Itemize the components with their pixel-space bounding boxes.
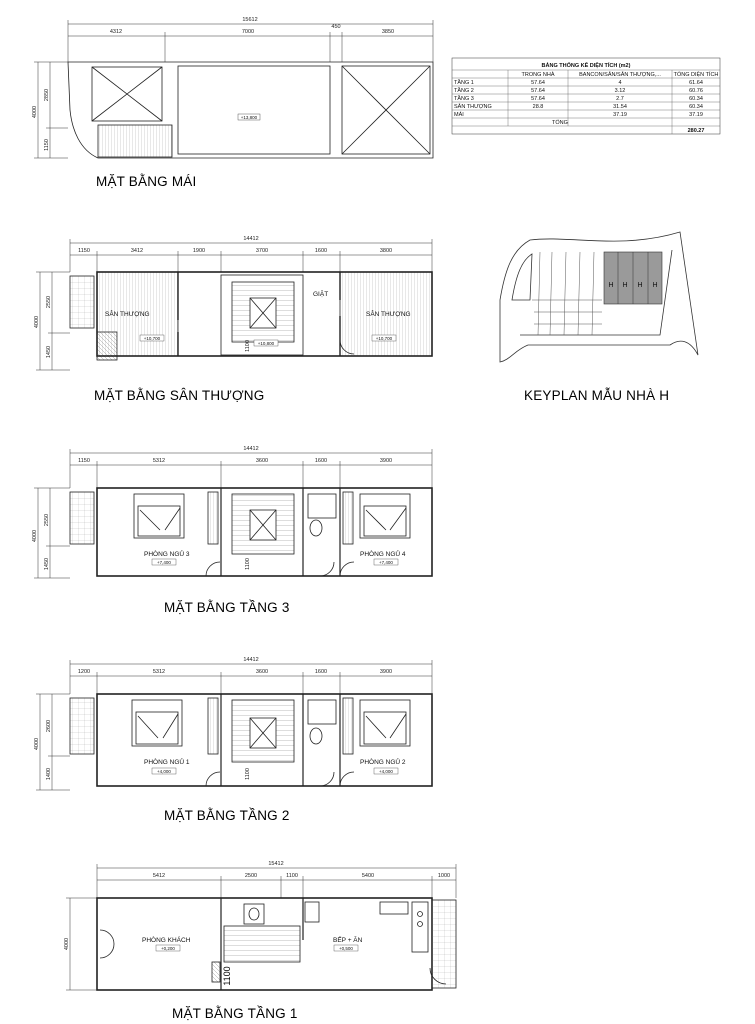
dim-overall: 14412 bbox=[243, 657, 259, 663]
dim-overall: 14412 bbox=[243, 236, 259, 242]
dim-left: 1400 bbox=[46, 767, 52, 781]
svg-text:2.7: 2.7 bbox=[616, 96, 624, 102]
dim-overall: 14412 bbox=[243, 446, 259, 452]
svg-text:3.12: 3.12 bbox=[614, 88, 626, 94]
dim-seg: 7000 bbox=[241, 29, 255, 35]
dim-seg: 3900 bbox=[379, 458, 393, 464]
table-title: BẢNG THỐNG KÊ DIỆN TÍCH (m2) bbox=[541, 63, 631, 69]
elevation-label: +4,000 bbox=[157, 769, 171, 774]
dim-seg: 1900 bbox=[192, 248, 206, 254]
svg-text:60.34: 60.34 bbox=[689, 104, 703, 110]
elevation-label: +4,000 bbox=[379, 769, 393, 774]
dim-left: 1450 bbox=[46, 345, 52, 359]
plan-title-tang1: MẶT BẰNG TẦNG 1 bbox=[172, 1006, 298, 1021]
dim-seg: 3900 bbox=[379, 669, 393, 675]
stair-dim: 1100 bbox=[222, 966, 232, 986]
dim-left: 2600 bbox=[46, 719, 52, 733]
room-label: SÂN THƯỢNG bbox=[105, 311, 150, 318]
plan-san-thuong bbox=[34, 236, 432, 403]
elevation-label: +10,700 bbox=[143, 336, 161, 341]
dim-seg: 1600 bbox=[314, 458, 328, 464]
plan-title-san-thuong: MẶT BẰNG SÂN THƯỢNG bbox=[94, 388, 265, 403]
dim-left: 4000 bbox=[34, 737, 40, 751]
dim-left: 4000 bbox=[64, 937, 70, 951]
elevation-label: +0,500 bbox=[339, 946, 353, 951]
dimension-left bbox=[36, 272, 70, 370]
stair-dim: 1100 bbox=[245, 340, 251, 352]
area-table bbox=[452, 58, 720, 134]
plan-tang1 bbox=[64, 861, 456, 1021]
svg-text:31.54: 31.54 bbox=[613, 104, 627, 110]
plan-title-mai: MẶT BẰNG MÁI bbox=[96, 174, 197, 189]
dim-left: 1450 bbox=[44, 557, 50, 571]
dimension-top bbox=[70, 449, 432, 488]
table-total-label: TỔNG bbox=[552, 120, 568, 126]
dim-seg: 5412 bbox=[152, 873, 166, 879]
dim-seg: 5400 bbox=[361, 873, 375, 879]
dim-seg: 3850 bbox=[381, 29, 395, 35]
room-label: PHÒNG NGỦ 2 bbox=[360, 759, 406, 766]
svg-text:37.19: 37.19 bbox=[689, 112, 703, 118]
room-label: BẾP + ĂN bbox=[333, 937, 363, 944]
dim-left: 2550 bbox=[46, 295, 52, 309]
dim-left: 2550 bbox=[44, 513, 50, 527]
table-header: TRONG NHÀ bbox=[521, 72, 555, 78]
roof-outline bbox=[68, 62, 433, 158]
room-label: PHÒNG NGỦ 3 bbox=[144, 551, 190, 558]
dim-seg: 2500 bbox=[244, 873, 258, 879]
dimension-top bbox=[97, 864, 456, 898]
dim-seg: 1600 bbox=[314, 669, 328, 675]
elevation-label: +7,400 bbox=[379, 560, 393, 565]
table-total-value: 280.27 bbox=[687, 128, 705, 134]
dim-seg: 5312 bbox=[152, 458, 166, 464]
svg-text:57.64: 57.64 bbox=[531, 96, 545, 102]
svg-text:MÁI: MÁI bbox=[454, 112, 464, 118]
room-label: PHÒNG NGỦ 4 bbox=[360, 551, 406, 558]
elevation-label: +0,200 bbox=[161, 946, 175, 951]
plan-mai bbox=[32, 17, 433, 189]
svg-text:60.76: 60.76 bbox=[689, 88, 703, 94]
svg-text:TẦNG 3: TẦNG 3 bbox=[454, 96, 474, 102]
plan-tang3 bbox=[32, 446, 432, 615]
svg-text:4: 4 bbox=[618, 80, 622, 86]
svg-text:57.64: 57.64 bbox=[531, 80, 545, 86]
dimension-left bbox=[34, 62, 68, 158]
keyplan bbox=[500, 232, 698, 403]
table-header: TỔNG DIỆN TÍCH bbox=[673, 72, 719, 78]
stair-dim: 1100 bbox=[245, 558, 251, 570]
room-label: SÂN THƯỢNG bbox=[366, 311, 411, 318]
elevation-label: +13,800 bbox=[240, 115, 258, 120]
elevation-label: +10,700 bbox=[375, 336, 393, 341]
dimension-top bbox=[68, 20, 433, 62]
dim-left: 1150 bbox=[44, 139, 50, 151]
dimension-top bbox=[70, 239, 432, 272]
dim-seg: 3800 bbox=[379, 248, 393, 254]
dimension-left bbox=[66, 898, 97, 990]
dim-seg: 1150 bbox=[78, 458, 90, 464]
dim-seg: 3600 bbox=[255, 458, 269, 464]
dim-seg: 3600 bbox=[255, 669, 269, 675]
dim-seg: 450 bbox=[331, 24, 341, 30]
svg-text:TẦNG 2: TẦNG 2 bbox=[454, 88, 474, 94]
dim-seg: 1200 bbox=[77, 669, 91, 675]
stair-dim: 1100 bbox=[245, 768, 251, 780]
plan-title-keyplan: KEYPLAN MẪU NHÀ H bbox=[524, 388, 670, 403]
plan-tang2 bbox=[34, 657, 432, 823]
keyplan-unit: H bbox=[622, 282, 628, 289]
dim-seg: 1100 bbox=[286, 873, 298, 879]
dim-seg: 1150 bbox=[78, 248, 90, 254]
dim-seg: 3700 bbox=[255, 248, 269, 254]
dim-left: 4000 bbox=[32, 105, 38, 119]
room-label: PHÒNG KHÁCH bbox=[142, 937, 191, 944]
dim-seg: 3412 bbox=[130, 248, 144, 254]
svg-text:57.64: 57.64 bbox=[531, 88, 545, 94]
dim-left: 4000 bbox=[32, 529, 38, 543]
svg-text:TẦNG 1: TẦNG 1 bbox=[454, 80, 474, 86]
dim-seg: 1000 bbox=[437, 873, 451, 879]
svg-text:37.19: 37.19 bbox=[613, 112, 627, 118]
keyplan-unit: H bbox=[608, 282, 614, 289]
keyplan-unit: H bbox=[637, 282, 643, 289]
dim-seg: 4312 bbox=[109, 29, 123, 35]
dim-seg: 5312 bbox=[152, 669, 166, 675]
dim-left: 4000 bbox=[34, 315, 40, 329]
dim-overall: 15412 bbox=[268, 861, 284, 867]
dimension-left bbox=[34, 488, 70, 578]
dim-overall: 15612 bbox=[242, 17, 258, 23]
svg-text:SÂN THƯỢNG: SÂN THƯỢNG bbox=[454, 104, 492, 110]
plan-title-tang2: MẶT BẰNG TẦNG 2 bbox=[164, 808, 290, 823]
room-label: GIẶT bbox=[313, 291, 329, 298]
plan-title-tang3: MẶT BẰNG TẦNG 3 bbox=[164, 600, 290, 615]
dimension-left bbox=[36, 694, 70, 790]
elevation-label: +10,800 bbox=[257, 341, 275, 346]
svg-text:60.34: 60.34 bbox=[689, 96, 703, 102]
elevation-label: +7,400 bbox=[157, 560, 171, 565]
dimension-top bbox=[70, 660, 432, 694]
svg-text:61.64: 61.64 bbox=[689, 80, 703, 86]
dim-seg: 1600 bbox=[314, 248, 328, 254]
svg-text:28.8: 28.8 bbox=[532, 104, 544, 110]
room-label: PHÒNG NGỦ 1 bbox=[144, 759, 190, 766]
dim-left: 2850 bbox=[44, 88, 50, 102]
table-header: BANCON/SÂN/SÂN THƯỢNG,... bbox=[579, 72, 661, 78]
keyplan-unit: H bbox=[652, 282, 658, 289]
